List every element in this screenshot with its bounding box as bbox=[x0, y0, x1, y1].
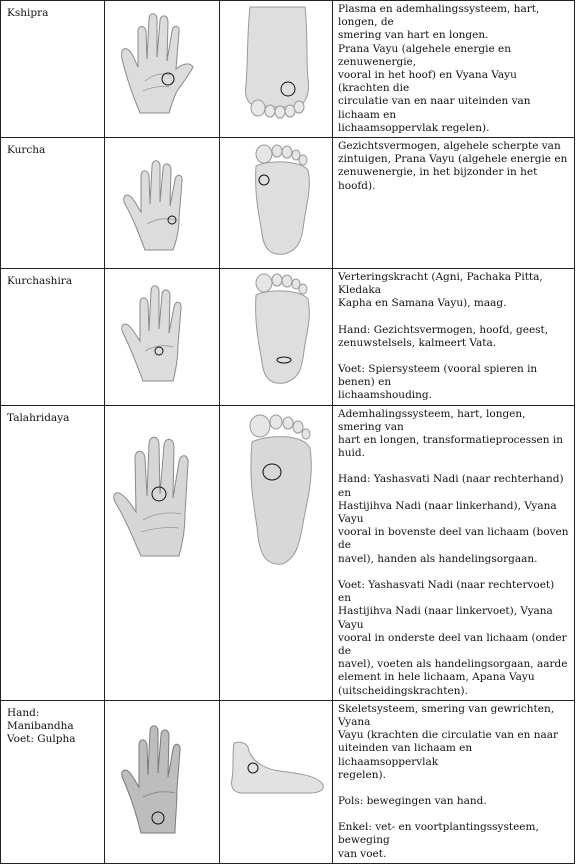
description-paragraph bbox=[338, 579, 569, 698]
marma-name: Kurchashira bbox=[7, 275, 73, 288]
text-line: Voet: Spiersysteem (vooral spieren in benen) en bbox=[338, 363, 538, 389]
description-cell bbox=[333, 138, 575, 269]
description-paragraph bbox=[338, 821, 569, 861]
marma-name-cell bbox=[1, 405, 105, 700]
text-line: zenuwenergie, in het bijzonder in het hoofd). bbox=[338, 166, 538, 192]
text-line: lichaamsoppervlak regelen). bbox=[338, 121, 490, 134]
text-line: (uitscheidingskrachten). bbox=[338, 684, 468, 697]
text-line: Plasma en ademhalingssysteem, hart, longen, de bbox=[338, 3, 540, 29]
hand-image-cell bbox=[105, 1, 220, 138]
text-line: vooral in bovenste deel van lichaam (boven de bbox=[338, 526, 569, 552]
text-line: Hand: Yashasvati Nadi (naar rechterhand) en bbox=[338, 473, 564, 499]
text-line: hart en longen, transformatieprocessen in huid. bbox=[338, 434, 563, 460]
foot-sole-icon bbox=[220, 406, 333, 589]
text-line: vooral in onderste deel van lichaam (onder de bbox=[338, 631, 567, 657]
description-paragraph bbox=[338, 363, 569, 403]
hand-palm-icon bbox=[105, 138, 220, 269]
hand-palm-icon bbox=[105, 406, 220, 589]
table-row bbox=[1, 1, 575, 138]
description-paragraph bbox=[338, 408, 569, 461]
text-line: vooral in het hoof) en Vyana Vayu (krachten die bbox=[338, 69, 517, 95]
hand-image-cell bbox=[105, 700, 220, 863]
marma-name: Hand: Manibandha bbox=[7, 706, 74, 732]
hand-image-cell bbox=[105, 269, 220, 406]
description-paragraph bbox=[338, 3, 569, 135]
description-paragraph bbox=[338, 140, 569, 193]
description-cell bbox=[333, 1, 575, 138]
text-line: Verteringskracht (Agni, Pachaka Pitta, Kledaka bbox=[338, 271, 543, 297]
foot-image-cell bbox=[220, 138, 333, 269]
description-paragraph bbox=[338, 324, 569, 350]
marma-name: Kshipra bbox=[7, 7, 49, 19]
text-line: smering van hart en longen. bbox=[338, 29, 489, 42]
marma-name-cell bbox=[1, 700, 105, 863]
description-paragraph bbox=[338, 795, 569, 808]
text-line: Ademhalingssysteem, hart, longen, smering van bbox=[338, 407, 526, 433]
text-line: Gezichtsvermogen, algehele scherpte van bbox=[338, 140, 561, 153]
text-line: Prana Vayu (algehele energie en zenuwenergie, bbox=[338, 42, 511, 68]
hand-palm-icon bbox=[105, 269, 220, 393]
text-line: navel), voeten als handelingsorgaan, aarde bbox=[338, 658, 568, 671]
foot-image-cell bbox=[220, 700, 333, 863]
foot-image-cell bbox=[220, 405, 333, 700]
foot-sole-icon bbox=[220, 269, 333, 393]
marma-name-cell bbox=[1, 138, 105, 269]
text-line: navel), handen als handelingsorgaan. bbox=[338, 552, 538, 565]
text-line: Skeletsysteem, smering van gewrichten, Vyana bbox=[338, 702, 555, 728]
description-paragraph bbox=[338, 271, 569, 311]
marma-name: Talahridaya bbox=[7, 411, 70, 424]
hand-palm-icon bbox=[105, 1, 220, 126]
text-line: Hastijihva Nadi (naar linkerhand), Vyana Vayu bbox=[338, 499, 557, 526]
hand-image-cell bbox=[105, 138, 220, 269]
table-row bbox=[1, 405, 575, 700]
description-cell bbox=[333, 269, 575, 406]
table-row bbox=[1, 138, 575, 269]
foot-sole-icon bbox=[220, 138, 333, 269]
description-cell bbox=[333, 405, 575, 700]
marma-name: Kurcha bbox=[7, 144, 46, 157]
text-line: van voet. bbox=[338, 847, 387, 860]
text-line: uiteinden van lichaam en lichaamsoppervlak bbox=[338, 742, 473, 768]
table-row bbox=[1, 700, 575, 863]
text-line: zenuwstelsels, kalmeert Vata. bbox=[338, 336, 497, 349]
marma-name: Voet: Gulpha bbox=[7, 732, 76, 745]
hand-image-cell bbox=[105, 405, 220, 700]
marma-name-cell bbox=[1, 269, 105, 406]
foot-top-icon bbox=[220, 1, 333, 126]
text-line: Kapha en Samana Vayu), maag. bbox=[338, 297, 507, 310]
description-cell bbox=[333, 700, 575, 863]
description-paragraph bbox=[338, 473, 569, 565]
marma-name-cell bbox=[1, 1, 105, 138]
text-line: Vayu (krachten die circulatie van en naar bbox=[338, 729, 559, 742]
foot-image-cell bbox=[220, 1, 333, 138]
text-line: Hastijihva Nadi (naar linkervoet), Vyana Vayu bbox=[338, 605, 553, 631]
hand-palm-icon bbox=[105, 701, 220, 840]
foot-image-cell bbox=[220, 269, 333, 406]
text-line: Pols: bewegingen van hand. bbox=[338, 794, 487, 807]
text-line: circulatie van en naar uiteinden van lichaam en bbox=[338, 95, 531, 121]
text-line: Hand: Gezichtsvermogen, hoofd, geest, bbox=[338, 323, 549, 336]
text-line: regelen). bbox=[338, 768, 386, 781]
description-paragraph bbox=[338, 703, 569, 782]
text-line: Voet: Yashasvati Nadi (naar rechtervoet) en bbox=[338, 578, 555, 605]
table-row bbox=[1, 269, 575, 406]
text-line: lichaamshouding. bbox=[338, 389, 432, 402]
text-line: zintuigen, Prana Vayu (algehele energie en bbox=[338, 153, 568, 166]
foot-side-icon bbox=[220, 701, 333, 840]
text-line: Enkel: vet- en voortplantingssysteem, beweging bbox=[338, 821, 539, 847]
text-line: element in hele lichaam, Apana Vayu bbox=[338, 671, 535, 684]
